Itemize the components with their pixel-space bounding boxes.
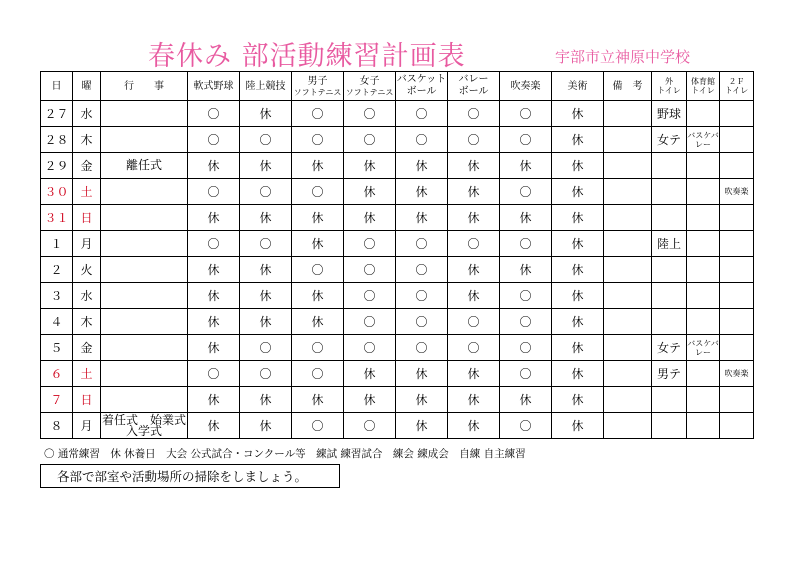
outside-toilet-cell	[652, 179, 687, 205]
track-cell: 休	[240, 309, 292, 335]
dow-cell: 月	[73, 231, 101, 257]
boys-tennis-cell: 〇	[292, 335, 344, 361]
2f-toilet-cell	[720, 231, 754, 257]
outside-toilet-cell	[652, 205, 687, 231]
track-cell: 休	[240, 153, 292, 179]
event-cell	[101, 205, 188, 231]
baseball-cell: 〇	[188, 179, 240, 205]
girls-tennis-cell: 〇	[344, 101, 396, 127]
girls-tennis-cell: 休	[344, 361, 396, 387]
notes-cell	[604, 361, 652, 387]
basketball-cell: 〇	[396, 127, 448, 153]
girls-tennis-cell: 〇	[344, 257, 396, 283]
baseball-cell: 休	[188, 283, 240, 309]
gym-toilet-cell	[687, 101, 720, 127]
notes-cell	[604, 101, 652, 127]
header-girls-tennis-line2: ソフトテニス	[345, 87, 394, 97]
outside-toilet-cell	[652, 257, 687, 283]
header-volleyball-line2: ボール	[458, 86, 489, 97]
dow-cell: 火	[73, 257, 101, 283]
track-cell: 休	[240, 101, 292, 127]
schedule-row	[41, 231, 754, 257]
event-cell	[101, 413, 188, 439]
event-cell	[101, 309, 188, 335]
outside-toilet-cell: 野球	[652, 101, 687, 127]
track-cell: 〇	[240, 127, 292, 153]
boys-tennis-cell: 休	[292, 387, 344, 413]
track-cell: 休	[240, 257, 292, 283]
boys-tennis-cell: 〇	[292, 361, 344, 387]
volleyball-cell: 〇	[448, 101, 500, 127]
event-cell	[101, 283, 188, 309]
band-cell: 休	[500, 387, 552, 413]
band-cell: 休	[500, 205, 552, 231]
schedule-row	[41, 387, 754, 413]
gym-toilet-cell: バスケバレー	[687, 127, 720, 153]
boys-tennis-cell: 〇	[292, 101, 344, 127]
girls-tennis-cell: 休	[344, 387, 396, 413]
dow-cell: 水	[73, 283, 101, 309]
art-cell: 休	[552, 101, 604, 127]
boys-tennis-cell: 休	[292, 283, 344, 309]
boys-tennis-cell: 〇	[292, 257, 344, 283]
dow-cell: 月	[73, 413, 101, 439]
volleyball-cell: 〇	[448, 231, 500, 257]
baseball-cell: 〇	[188, 361, 240, 387]
basketball-cell: 〇	[396, 101, 448, 127]
baseball-cell: 休	[188, 153, 240, 179]
gym-toilet-cell	[687, 231, 720, 257]
art-cell: 休	[552, 335, 604, 361]
date-cell: ３	[41, 283, 73, 309]
baseball-cell: 休	[188, 413, 240, 439]
schedule-row	[41, 335, 754, 361]
volleyball-cell: 〇	[448, 309, 500, 335]
event-cell	[101, 231, 188, 257]
date-cell: ２９	[41, 153, 73, 179]
band-cell: 〇	[500, 335, 552, 361]
school-name: 宇部市立神原中学校	[555, 48, 691, 66]
gym-toilet-cell	[687, 283, 720, 309]
baseball-cell: 〇	[188, 101, 240, 127]
header-outside-toilet	[652, 72, 687, 101]
baseball-cell: 休	[188, 309, 240, 335]
notes-cell	[604, 283, 652, 309]
band-cell: 〇	[500, 231, 552, 257]
outside-toilet-cell: 陸上	[652, 231, 687, 257]
boys-tennis-cell: 休	[292, 205, 344, 231]
girls-tennis-cell: 〇	[344, 413, 396, 439]
header-notes: 備 考	[604, 72, 652, 101]
baseball-cell: 休	[188, 387, 240, 413]
date-cell: ２８	[41, 127, 73, 153]
event-cell	[101, 101, 188, 127]
dow-cell: 土	[73, 179, 101, 205]
2f-toilet-cell	[720, 335, 754, 361]
event-cell	[101, 387, 188, 413]
outside-toilet-cell: 女テ	[652, 335, 687, 361]
art-cell: 休	[552, 231, 604, 257]
track-cell: 〇	[240, 361, 292, 387]
volleyball-cell: 休	[448, 257, 500, 283]
event-cell	[101, 153, 188, 179]
basketball-cell: 休	[396, 179, 448, 205]
event-cell	[101, 257, 188, 283]
2f-toilet-cell	[720, 283, 754, 309]
header-volleyball-line1: バレー	[458, 74, 489, 85]
event-line1: 着任式 始業式	[101, 412, 186, 427]
header-girls-tennis-line1: 女子	[359, 75, 380, 87]
baseball-cell: 〇	[188, 231, 240, 257]
header-dow: 曜	[73, 72, 101, 101]
dow-cell: 土	[73, 361, 101, 387]
outside-toilet-cell: 女テ	[652, 127, 687, 153]
basketball-cell: 休	[396, 361, 448, 387]
band-cell: 〇	[500, 413, 552, 439]
volleyball-cell: 休	[448, 153, 500, 179]
schedule-row	[41, 153, 754, 179]
header-band: 吹奏楽	[500, 72, 552, 101]
volleyball-cell: 〇	[448, 335, 500, 361]
gym-toilet-cell	[687, 361, 720, 387]
header-boys-tennis-line1: 男子	[307, 75, 328, 87]
dow-cell: 金	[73, 335, 101, 361]
track-cell: 〇	[240, 179, 292, 205]
gym-toilet-cell	[687, 413, 720, 439]
basketball-cell: 〇	[396, 231, 448, 257]
volleyball-cell: 休	[448, 361, 500, 387]
header-basketball	[396, 72, 448, 101]
art-cell: 休	[552, 179, 604, 205]
date-cell: ３０	[41, 179, 73, 205]
schedule-row	[41, 257, 754, 283]
header-2f-toilet-line1: ２Ｆ	[728, 77, 745, 86]
gym-toilet-cell	[687, 257, 720, 283]
volleyball-cell: 休	[448, 179, 500, 205]
date-cell: １	[41, 231, 73, 257]
basketball-cell: 休	[396, 413, 448, 439]
track-cell: 休	[240, 387, 292, 413]
date-cell: ２	[41, 257, 73, 283]
legend: 〇 通常練習 休 休養日 大会 公式試合・コンクール等 練試 練習試合 練会 練成会 自練 自主練習	[44, 448, 526, 460]
gym-toilet-cell	[687, 205, 720, 231]
header-2f-toilet-line2: トイレ	[724, 86, 749, 95]
basketball-cell: 〇	[396, 257, 448, 283]
band-cell: 休	[500, 153, 552, 179]
notes-cell	[604, 387, 652, 413]
header-basketball-line1: バスケット	[396, 74, 447, 85]
date-cell: ２７	[41, 101, 73, 127]
girls-tennis-cell: 〇	[344, 127, 396, 153]
girls-tennis-cell: 〇	[344, 231, 396, 257]
outside-toilet-cell	[652, 309, 687, 335]
band-cell: 〇	[500, 127, 552, 153]
volleyball-cell: 休	[448, 387, 500, 413]
basketball-cell: 〇	[396, 283, 448, 309]
header-softball-baseball: 軟式野球	[188, 72, 240, 101]
notes-cell	[604, 179, 652, 205]
girls-tennis-cell: 休	[344, 179, 396, 205]
header-boys-tennis-line2: ソフトテニス	[293, 87, 342, 97]
outside-toilet-cell: 男テ	[652, 361, 687, 387]
header-volleyball	[448, 72, 500, 101]
header-boys-tennis	[292, 72, 344, 101]
schedule-row	[41, 127, 754, 153]
schedule-row	[41, 361, 754, 387]
dow-cell: 木	[73, 127, 101, 153]
event-cell	[101, 179, 188, 205]
gym-toilet-cell	[687, 387, 720, 413]
art-cell: 休	[552, 413, 604, 439]
header-outside-toilet-line2: トイレ	[657, 86, 681, 95]
notes-cell	[604, 231, 652, 257]
notes-cell	[604, 335, 652, 361]
dow-cell: 水	[73, 101, 101, 127]
2f-toilet-cell	[720, 257, 754, 283]
art-cell: 休	[552, 309, 604, 335]
girls-tennis-cell: 〇	[344, 335, 396, 361]
band-cell: 〇	[500, 361, 552, 387]
band-cell: 〇	[500, 179, 552, 205]
boys-tennis-cell: 〇	[292, 413, 344, 439]
event-cell	[101, 361, 188, 387]
band-cell: 〇	[500, 309, 552, 335]
outside-toilet-cell	[652, 153, 687, 179]
date-cell: ５	[41, 335, 73, 361]
outside-toilet-cell	[652, 387, 687, 413]
notes-cell	[604, 205, 652, 231]
event-line1: 離任式	[125, 158, 162, 172]
boys-tennis-cell: 休	[292, 153, 344, 179]
band-cell: 〇	[500, 283, 552, 309]
baseball-cell: 休	[188, 257, 240, 283]
notes-cell	[604, 153, 652, 179]
basketball-cell: 休	[396, 205, 448, 231]
notes-cell	[604, 309, 652, 335]
basketball-cell: 休	[396, 387, 448, 413]
date-cell: ８	[41, 413, 73, 439]
track-cell: 休	[240, 205, 292, 231]
gym-toilet-cell: バスケバレー	[687, 335, 720, 361]
basketball-cell: 休	[396, 153, 448, 179]
2f-toilet-cell	[720, 413, 754, 439]
gym-toilet-cell	[687, 309, 720, 335]
boys-tennis-cell: 休	[292, 309, 344, 335]
baseball-cell: 休	[188, 205, 240, 231]
volleyball-cell: 休	[448, 283, 500, 309]
practice-schedule-table	[40, 71, 754, 439]
basketball-cell: 〇	[396, 335, 448, 361]
volleyball-cell: 休	[448, 205, 500, 231]
2f-toilet-cell: 吹奏楽	[720, 361, 754, 387]
schedule-row	[41, 101, 754, 127]
outside-toilet-cell	[652, 413, 687, 439]
notes-cell	[604, 127, 652, 153]
dow-cell: 木	[73, 309, 101, 335]
2f-toilet-cell	[720, 101, 754, 127]
girls-tennis-cell: 〇	[344, 283, 396, 309]
band-cell: 休	[500, 257, 552, 283]
track-cell: 〇	[240, 335, 292, 361]
art-cell: 休	[552, 127, 604, 153]
band-cell: 〇	[500, 101, 552, 127]
girls-tennis-cell: 〇	[344, 309, 396, 335]
girls-tennis-cell: 休	[344, 205, 396, 231]
header-event: 行 事	[101, 72, 188, 101]
art-cell: 休	[552, 205, 604, 231]
outside-toilet-cell	[652, 283, 687, 309]
baseball-cell: 〇	[188, 127, 240, 153]
boys-tennis-cell: 〇	[292, 127, 344, 153]
header-gym-toilet-line1: 体育館	[691, 77, 715, 86]
date-cell: ３１	[41, 205, 73, 231]
page-title: 春休み 部活動練習計画表	[148, 41, 466, 72]
track-cell: 〇	[240, 231, 292, 257]
schedule-row	[41, 283, 754, 309]
gym-toilet-cell	[687, 179, 720, 205]
schedule-row	[41, 179, 754, 205]
notes-cell	[604, 257, 652, 283]
notes-cell	[604, 413, 652, 439]
header-date: 日	[41, 72, 73, 101]
date-cell: ４	[41, 309, 73, 335]
schedule-row	[41, 205, 754, 231]
schedule-row	[41, 413, 754, 439]
basketball-cell: 〇	[396, 309, 448, 335]
2f-toilet-cell	[720, 205, 754, 231]
cleaning-notice: 各部で部室や活動場所の掃除をしましょう。	[40, 464, 340, 488]
header-gym-toilet	[687, 72, 720, 101]
gym-toilet-cell	[687, 153, 720, 179]
event-cell	[101, 127, 188, 153]
volleyball-cell: 〇	[448, 127, 500, 153]
2f-toilet-cell: 吹奏楽	[720, 179, 754, 205]
track-cell: 休	[240, 283, 292, 309]
boys-tennis-cell: 休	[292, 231, 344, 257]
header-2f-toilet	[720, 72, 754, 101]
header-track: 陸上競技	[240, 72, 292, 101]
date-cell: ７	[41, 387, 73, 413]
header-girls-tennis	[344, 72, 396, 101]
date-cell: ６	[41, 361, 73, 387]
header-art: 美術	[552, 72, 604, 101]
schedule-row	[41, 309, 754, 335]
art-cell: 休	[552, 153, 604, 179]
art-cell: 休	[552, 387, 604, 413]
boys-tennis-cell: 〇	[292, 179, 344, 205]
art-cell: 休	[552, 361, 604, 387]
2f-toilet-cell	[720, 127, 754, 153]
header-basketball-line2: ボール	[406, 86, 437, 97]
event-cell	[101, 335, 188, 361]
header-row	[41, 72, 754, 101]
event-line2: 入学式	[125, 423, 162, 438]
art-cell: 休	[552, 283, 604, 309]
art-cell: 休	[552, 257, 604, 283]
baseball-cell: 休	[188, 335, 240, 361]
2f-toilet-cell	[720, 309, 754, 335]
dow-cell: 日	[73, 205, 101, 231]
dow-cell: 金	[73, 153, 101, 179]
header-outside-toilet-line1: 外	[665, 77, 673, 86]
track-cell: 休	[240, 413, 292, 439]
volleyball-cell: 休	[448, 413, 500, 439]
2f-toilet-cell	[720, 153, 754, 179]
dow-cell: 日	[73, 387, 101, 413]
2f-toilet-cell	[720, 387, 754, 413]
header-gym-toilet-line2: トイレ	[691, 86, 715, 95]
girls-tennis-cell: 休	[344, 153, 396, 179]
